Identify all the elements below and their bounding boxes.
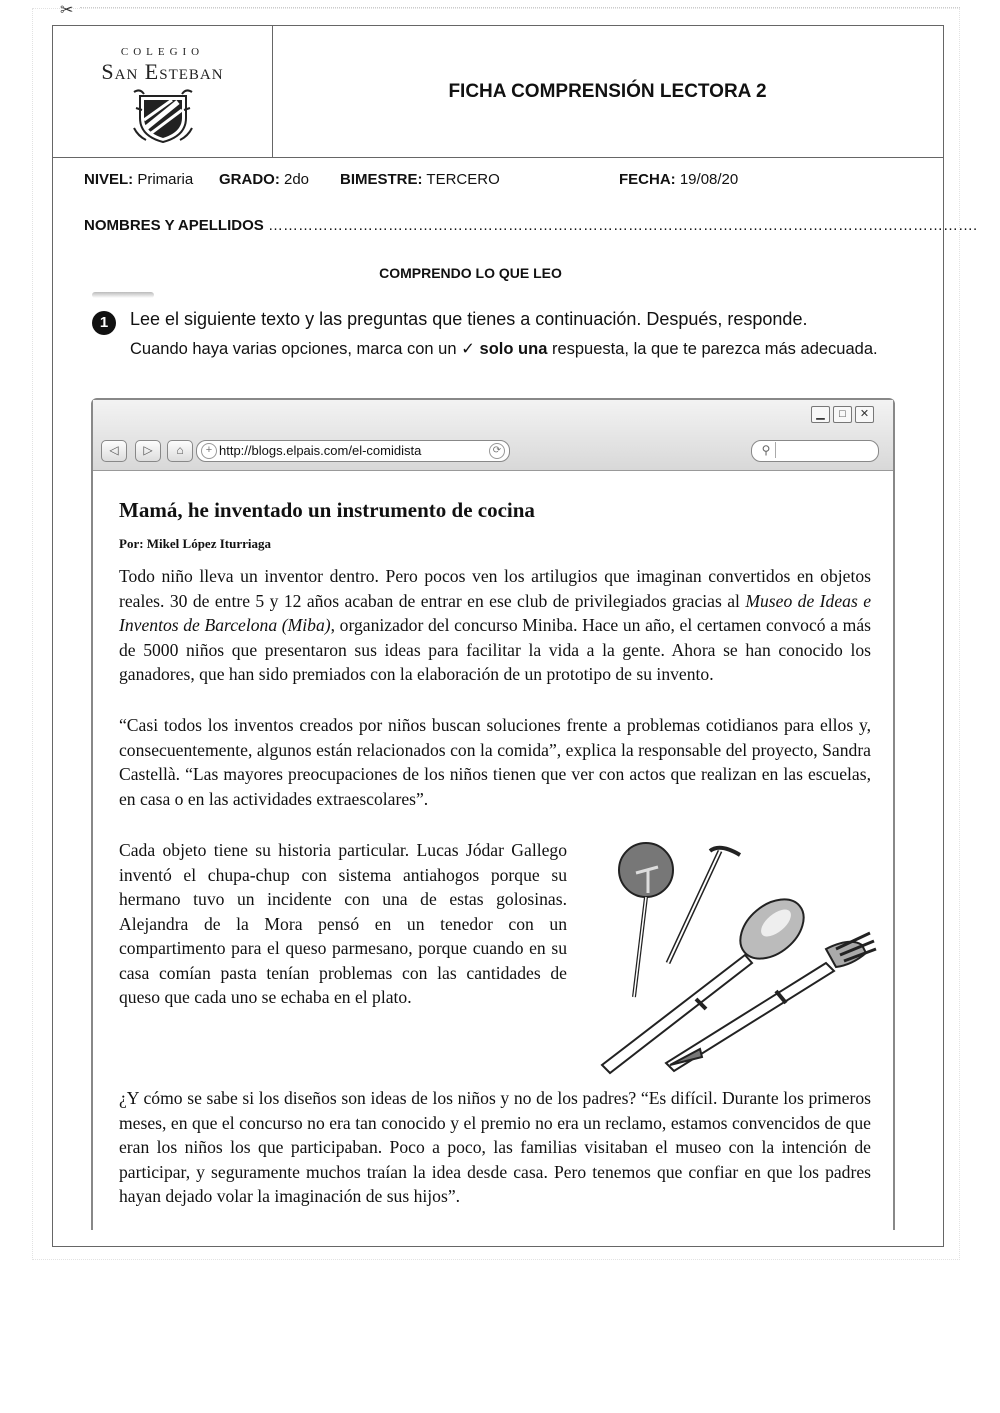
bimestre-label: BIMESTRE: bbox=[340, 171, 423, 188]
instruction-2a: Cuando haya varias opciones, marca con un ✓ bbox=[130, 340, 480, 358]
bimestre-field bbox=[340, 171, 500, 188]
worksheet bbox=[52, 25, 978, 1247]
close-icon[interactable]: ✕ bbox=[855, 406, 874, 423]
home-icon[interactable]: ⌂ bbox=[167, 440, 193, 462]
url-text[interactable]: http://blogs.elpais.com/el-comidista bbox=[219, 443, 422, 458]
nivel-value: Primaria bbox=[137, 171, 194, 188]
search-icon: ⚲ bbox=[757, 442, 776, 458]
article-paragraph-3: Cada objeto tiene su historia particular. Lucas Jódar Gallego inventó el chupa-chup con sistema antiahogos porque su hermano tuvo un incidente con una de estas golosinas. Alejandra de la Mora pensó en un tenedor con un compartimento para el queso parmesano, porque cuando en su casa comían pasta tenían problemas con las cantidades de queso que cada uno se echaba en el plato. bbox=[119, 840, 567, 1007]
nombres-field[interactable] bbox=[84, 217, 978, 234]
school-top-line: COLEGIO bbox=[120, 46, 205, 58]
maximize-icon[interactable]: □ bbox=[833, 406, 852, 423]
p1-museum-name: Museo de Ideas e Inventos de Barcelona (Miba) bbox=[119, 590, 872, 635]
instruction-line-2 bbox=[130, 339, 900, 359]
school-logo bbox=[53, 26, 273, 157]
cut-line bbox=[80, 7, 960, 8]
article-byline: Por: Mikel López Iturriaga bbox=[119, 536, 271, 551]
decorative-bar bbox=[92, 292, 154, 298]
reload-icon[interactable]: ⟳ bbox=[489, 443, 505, 459]
minimize-icon[interactable]: ▁ bbox=[811, 406, 830, 423]
instruction-2c: respuesta, la que te parezca más adecuada. bbox=[547, 340, 878, 358]
p1-text-a: Todo niño lleva un inventor dentro. Pero pocos ven los artilugios que imaginan convertidos en objetos reales. 30 de entre 5 y 12 años acaban de entrar en ese club de privilegiados gracias al bbox=[119, 566, 871, 611]
nombres-dots: ……………………………………………………………………………………………………………………………. bbox=[267, 217, 978, 234]
inventions-illustration bbox=[590, 837, 880, 1087]
article-title: Mamá, he inventado un instrumento de cocina bbox=[119, 498, 535, 522]
p4-text: ¿Y cómo se sabe si los diseños son ideas de los niños y no de los padres? “Es difícil. Durante los primeros meses, en que el concurso no era tan conocido y el premio no era un reclamo, estamos convencidos de que eran los niños los que participaban. Poco a poco, las familias visitaban el museo con la intención de participar, y seguramente muchos traían la idea desde casa. Pero tenemos que confiar en que los padres hayan dejado volar la imaginación de sus hijos”. bbox=[119, 1088, 871, 1206]
nombres-label: NOMBRES Y APELLIDOS bbox=[84, 217, 264, 234]
instruction-line-1: Lee el siguiente texto y las preguntas que tienes a continuación. Después, responde. bbox=[130, 309, 808, 329]
lollipop-icon bbox=[619, 843, 673, 997]
p1-text-b: , organizador del concurso Miniba. Hace un año, el certamen convocó a más de 5000 niños que presentaron sus ideas para facilitar la vida a la gente. Ahora se han conocido los ganadores, que han sido premiados con la elaboración de un prototipo de su invento. bbox=[119, 615, 871, 684]
back-icon[interactable]: ◁ bbox=[101, 440, 127, 462]
article-paragraph-4 bbox=[119, 1086, 871, 1209]
scissors-icon: ✂ bbox=[60, 2, 74, 19]
cane-icon bbox=[668, 848, 740, 963]
worksheet-header bbox=[53, 26, 943, 158]
forward-icon[interactable]: ▷ bbox=[135, 440, 161, 462]
nivel-field bbox=[84, 171, 193, 188]
search-input[interactable] bbox=[751, 440, 879, 462]
add-icon[interactable]: + bbox=[201, 443, 217, 459]
instruction-2b: solo una bbox=[479, 340, 548, 358]
section-title: COMPRENDO LO QUE LEO bbox=[379, 265, 562, 281]
fecha-label: FECHA: bbox=[619, 171, 676, 188]
browser-toolbar bbox=[93, 400, 893, 471]
article-paragraph-1 bbox=[119, 564, 871, 687]
browser-window bbox=[91, 398, 895, 1230]
url-bar[interactable] bbox=[196, 440, 510, 462]
fecha-value: 19/08/20 bbox=[679, 171, 739, 188]
article-paragraph-2: “Casi todos los inventos creados por niños buscan soluciones frente a problemas cotidianos para ellos y, consecuentemente, algunos están relacionados con la comida”, explica la responsable del proyecto, Sandra Castellà. “Las mayores preocupaciones de los niños tienen que ver con actos que realizan en las escuelas, en casa o en las actividades extraescolares”. bbox=[119, 715, 871, 809]
grado-field bbox=[219, 171, 309, 188]
worksheet-title: FICHA COMPRENSIÓN LECTORA 2 bbox=[448, 81, 767, 102]
school-name: San Esteban bbox=[101, 59, 224, 84]
bimestre-value: TERCERO bbox=[426, 171, 500, 188]
fecha-field bbox=[619, 171, 738, 188]
grado-label: GRADO: bbox=[219, 171, 280, 188]
school-crest-icon bbox=[132, 88, 194, 144]
nivel-label: NIVEL: bbox=[84, 171, 134, 188]
grado-value: 2do bbox=[284, 171, 310, 188]
activity-number: 1 bbox=[92, 311, 116, 335]
